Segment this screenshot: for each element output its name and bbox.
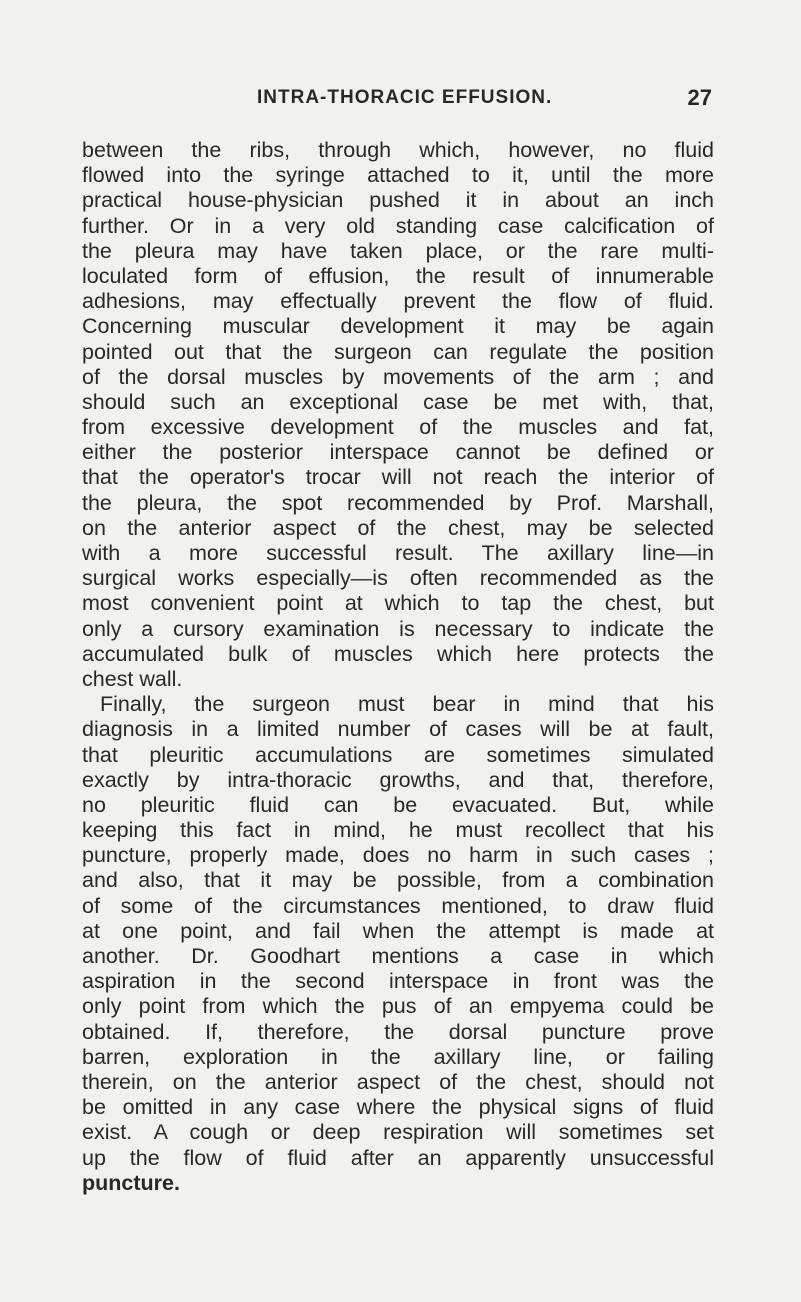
paragraph-end-line: puncture. [82, 1170, 180, 1195]
paragraph-start-line: Finally, the surgeon must bear in mind that his [100, 692, 714, 717]
text-line: at one point, and fail when the attempt is made at [82, 918, 714, 943]
text-line: the pleura may have taken place, or the rare multi- [82, 238, 714, 263]
text-line: should such an exceptional case be met with, that, [82, 389, 714, 414]
text-line: diagnosis in a limited number of cases will be at fault, [82, 717, 714, 742]
text-line: only point from which the pus of an empyema could be [82, 994, 714, 1019]
text-line: up the flow of fluid after an apparently unsuccessful [82, 1145, 714, 1170]
text-line: that the operator's trocar will not reach the interior of [82, 465, 714, 490]
text-line: obtained. If, therefore, the dorsal puncture prove [82, 1019, 714, 1044]
text-line: puncture, properly made, does no harm in such cases ; [82, 843, 714, 868]
text-line: and also, that it may be possible, from a combination [82, 868, 714, 893]
text-line: Concerning muscular development it may be again [82, 314, 714, 339]
text-line: accumulated bulk of muscles which here protects the [82, 641, 714, 666]
text-line: between the ribs, through which, however, no fluid [82, 138, 714, 162]
text-line: either the posterior interspace cannot be defined or [82, 440, 714, 465]
text-line: further. Or in a very old standing case calcification of [82, 213, 714, 238]
text-line: flowed into the syringe attached to it, until the more [82, 163, 714, 188]
text-line: surgical works especially—is often recommended as the [82, 566, 714, 591]
text-line: exactly by intra-thoracic growths, and that, therefore, [82, 767, 714, 792]
text-line: pointed out that the surgeon can regulate the position [82, 339, 714, 364]
text-line: loculated form of effusion, the result of innumerable [82, 263, 714, 288]
text-line: no pleuritic fluid can be evacuated. But, while [82, 792, 714, 817]
text-line: be omitted in any case where the physical signs of fluid [82, 1095, 714, 1120]
text-line: of the dorsal muscles by movements of the arm ; and [82, 364, 714, 389]
page-number: 27 [687, 85, 712, 110]
running-head [82, 87, 712, 115]
text-line: the pleura, the spot recommended by Prof. Marshall, [82, 490, 714, 515]
text-line: keeping this fact in mind, he must recollect that his [82, 818, 714, 843]
text-line: therein, on the anterior aspect of the chest, should not [82, 1069, 714, 1094]
paragraph-end-line: chest wall. [82, 666, 183, 691]
text-line: of some of the circumstances mentioned, to draw fluid [82, 893, 714, 918]
text-line: from excessive development of the muscles and fat, [82, 415, 714, 440]
text-line: on the anterior aspect of the chest, may be selected [82, 515, 714, 540]
text-line: barren, exploration in the axillary line, or failing [82, 1044, 714, 1069]
body-text [82, 138, 714, 1196]
text-line: exist. A cough or deep respiration will sometimes set [82, 1120, 714, 1145]
text-line: that pleuritic accumulations are sometimes simulated [82, 742, 714, 767]
text-line: aspiration in the second interspace in front was the [82, 969, 714, 994]
text-line: only a cursory examination is necessary to indicate the [82, 616, 714, 641]
text-line: adhesions, may effectually prevent the flow of fluid. [82, 289, 714, 314]
running-title: INTRA-THORACIC EFFUSION. [257, 87, 553, 108]
text-line: practical house-physician pushed it in about an inch [82, 188, 714, 213]
text-line: most convenient point at which to tap the chest, but [82, 591, 714, 616]
text-line: with a more successful result. The axillary line—in [82, 541, 714, 565]
text-line: another. Dr. Goodhart mentions a case in which [82, 944, 714, 968]
